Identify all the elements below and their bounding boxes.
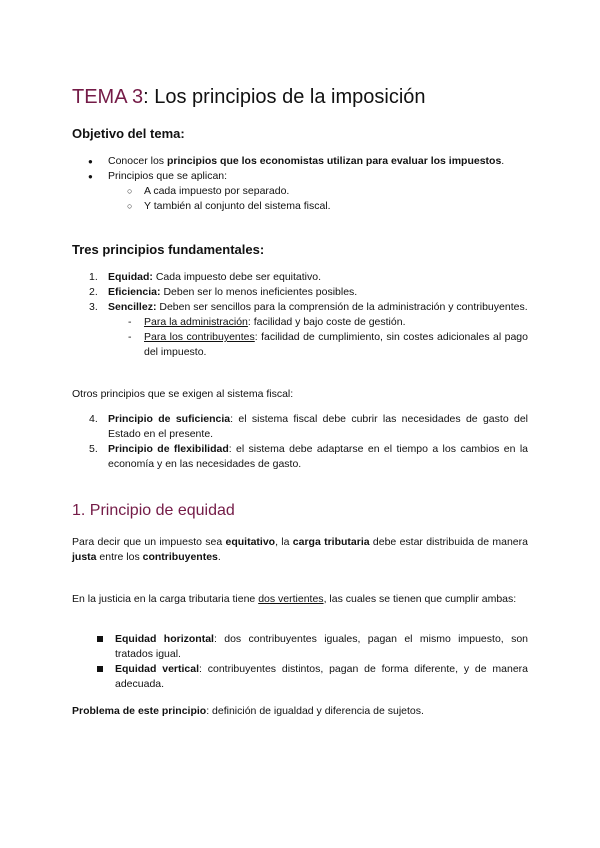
text: : facilidad de cumplimiento, sin costes adicionales al pago del impuesto. bbox=[144, 331, 528, 358]
text: : facilidad y bajo coste de gestión. bbox=[247, 316, 406, 328]
equidad-paragraph-1 bbox=[72, 535, 528, 565]
text: : el sistema fiscal debe cubrir las necesidades de gasto del Estado en el presente. bbox=[108, 413, 528, 440]
bold-text: equitativo bbox=[225, 536, 276, 548]
text: Cada impuesto debe ser equitativo. bbox=[152, 271, 322, 283]
bold-text: principios que los economistas utilizan para evaluar los impuestos bbox=[166, 155, 502, 167]
text: , las cuales se tienen que cumplir ambas: bbox=[323, 593, 517, 605]
underlined-text: Para la administración bbox=[144, 316, 248, 328]
list-item bbox=[72, 632, 528, 662]
bold-text: Equidad: bbox=[108, 271, 153, 283]
list-item: ○ A cada impuesto por separado. bbox=[72, 184, 528, 199]
tres-list bbox=[72, 270, 528, 360]
problema-paragraph bbox=[72, 704, 528, 719]
item-number: 4. bbox=[89, 413, 98, 425]
bold-text: Equidad vertical bbox=[115, 663, 200, 675]
bold-text: Principio de suficiencia bbox=[108, 413, 231, 425]
bold-text: Principio de flexibilidad bbox=[108, 443, 229, 455]
text: . bbox=[501, 155, 505, 167]
text: , la bbox=[275, 536, 293, 548]
title-tema: TEMA 3 bbox=[72, 86, 144, 108]
objetivo-heading: Objetivo del tema: bbox=[72, 126, 185, 141]
list-item: - Para la administración: facilidad y bajo coste de gestión. bbox=[128, 316, 406, 328]
bold-text: justa bbox=[72, 551, 97, 563]
bold-text: carga tributaria bbox=[292, 536, 370, 548]
underlined-text: Para los contribuyentes bbox=[144, 331, 255, 343]
item-number: 3. bbox=[89, 301, 98, 313]
text: : contribuyentes distintos, pagan de forma diferente, y de manera adecuada. bbox=[115, 663, 528, 690]
objetivo-list bbox=[72, 154, 528, 214]
list-item bbox=[72, 270, 528, 285]
list-item bbox=[72, 285, 528, 300]
list-item: ● Principios que se aplican: bbox=[72, 169, 528, 184]
list-item bbox=[72, 662, 528, 692]
list-item bbox=[72, 300, 528, 315]
tres-heading: Tres principios fundamentales: bbox=[72, 242, 265, 257]
text: entre los bbox=[96, 551, 143, 563]
text: Conocer los bbox=[108, 155, 167, 167]
underlined-text: dos vertientes bbox=[258, 593, 324, 605]
otros-intro: Otros principios que se exigen al sistema fiscal: bbox=[72, 388, 294, 400]
list-item bbox=[72, 154, 528, 169]
text: : dos contribuyentes iguales, pagan el mismo impuesto, son tratados igual. bbox=[115, 633, 528, 660]
list-item: - Para los contribuyentes: facilidad de cumplimiento, sin costes adicionales al pago del impuesto. bbox=[128, 331, 528, 358]
bold-text: Problema de este principio bbox=[72, 705, 207, 717]
otros-list bbox=[72, 412, 528, 472]
item-number: 5. bbox=[89, 443, 98, 455]
text: . bbox=[217, 551, 221, 563]
equidad-paragraph-2 bbox=[72, 592, 528, 607]
title-rest: : Los principios de la imposición bbox=[143, 86, 426, 108]
section-heading: 1. Principio de equidad bbox=[72, 502, 235, 519]
bold-text: Eficiencia: bbox=[108, 286, 161, 298]
text: : el sistema debe adaptarse en el tiempo a los cambios en la economía y en las necesidades de gasto. bbox=[108, 443, 528, 470]
item-number: 1. bbox=[89, 271, 98, 283]
bold-text: Equidad horizontal bbox=[115, 633, 214, 645]
item-number: 2. bbox=[89, 286, 98, 298]
list-item bbox=[72, 412, 528, 442]
page-title bbox=[72, 86, 426, 109]
bold-text: Sencillez: bbox=[108, 301, 157, 313]
text: Deben ser sencillos para la comprensión de la administración y contribuyentes. bbox=[156, 301, 528, 313]
text: En la justicia en la carga tributaria tiene bbox=[72, 593, 259, 605]
equidad-list bbox=[72, 632, 528, 692]
text: Para decir que un impuesto sea bbox=[72, 536, 226, 548]
text: Deben ser lo menos ineficientes posibles. bbox=[160, 286, 358, 298]
list-item: ○ Y también al conjunto del sistema fiscal. bbox=[72, 199, 528, 214]
text: : definición de igualdad y diferencia de sujetos. bbox=[206, 705, 424, 717]
text: debe estar distribuida de manera bbox=[369, 536, 528, 548]
list-item bbox=[72, 442, 528, 472]
bold-text: contribuyentes bbox=[142, 551, 218, 563]
